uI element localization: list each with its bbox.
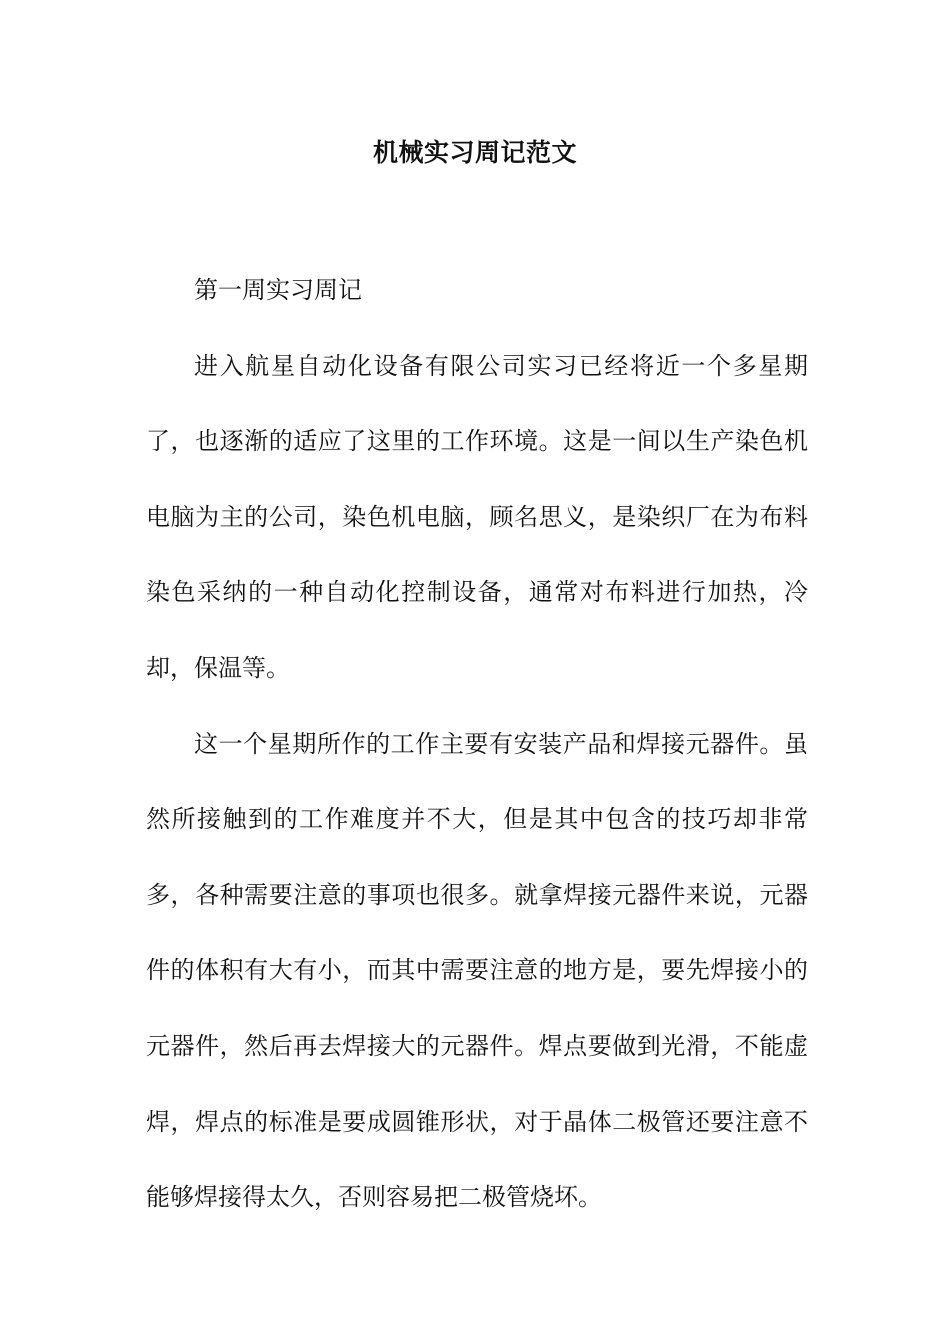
- document-title: 机械实习周记范文: [372, 138, 577, 167]
- section-heading: 第一周实习周记: [194, 276, 362, 304]
- document-body: [146, 253, 808, 1236]
- paragraph-1: 进入航星自动化设备有限公司实习已经将近一个多星期了，也逐渐的适应了这里的工作环境。这是一间以生产染色机电脑为主的公司，染色机电脑，顾名思义，是染织厂在为布料染色采纳的一种自动化控制设备，通常对布料进行加热，冷却，保温等。: [146, 351, 808, 682]
- paragraph-2: 这一个星期所作的工作主要有安装产品和焊接元器件。虽然所接触到的工作难度并不大，但是其中包含的技巧却非常多，各种需要注意的事项也很多。就拿焊接元器件来说，元器件的体积有大有小，而其中需要注意的地方是，要先焊接小的元器件，然后再去焊接大的元器件。焊点要做到光滑，不能虚焊，焊点的标准是要成圆锥形状，对于晶体二极管还要注意不能够焊接得太久，否则容易把二极管烧坏。: [146, 729, 808, 1212]
